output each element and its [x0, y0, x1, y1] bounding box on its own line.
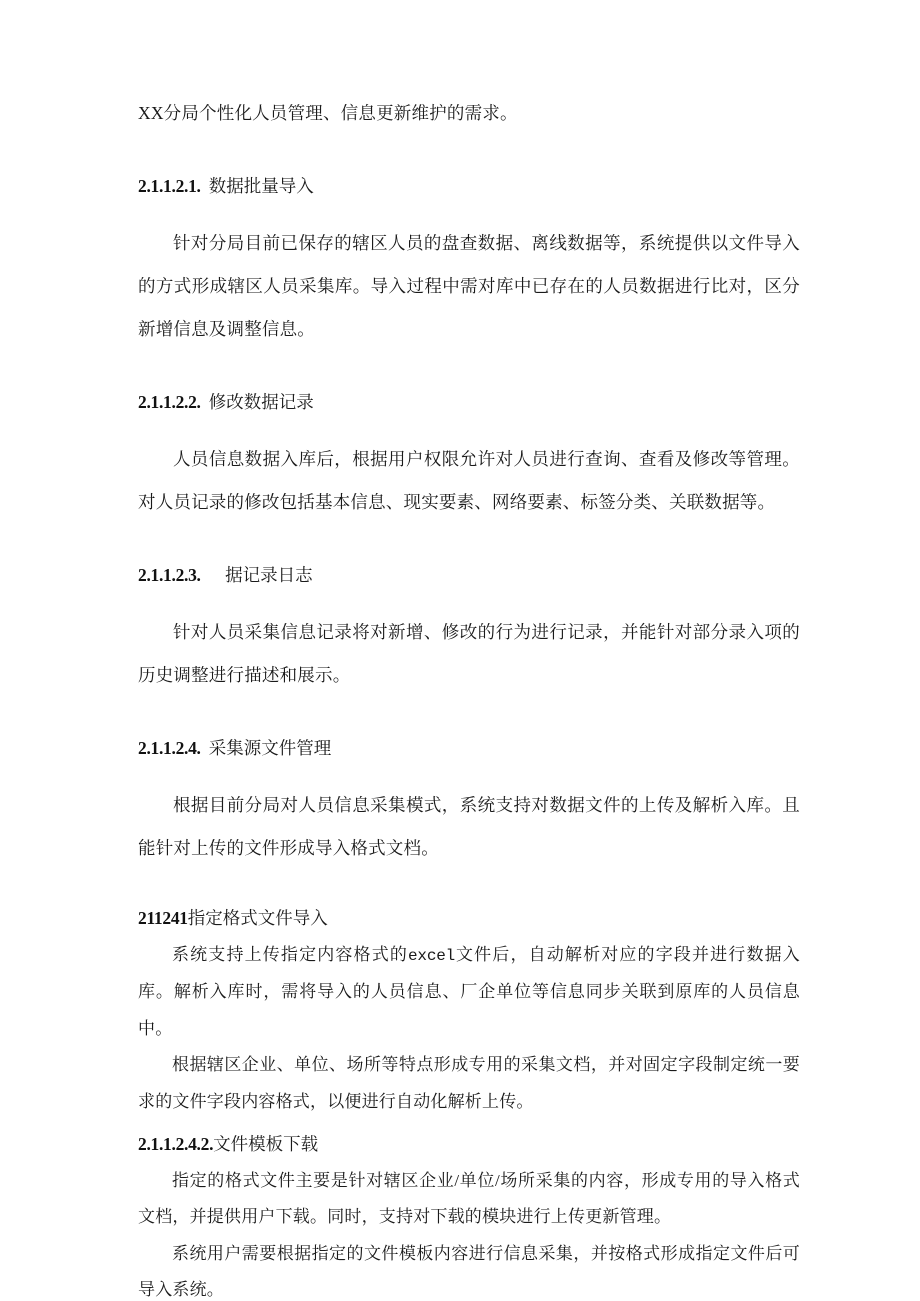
document-body — [138, 92, 800, 1301]
heading-number: 2.1.1.2.1. — [138, 176, 201, 196]
heading-2-1-1-2-4-2 — [138, 1126, 800, 1163]
heading-2-1-1-2-3 — [138, 554, 800, 597]
heading-number: 2.1.1.2.4. — [138, 738, 201, 758]
heading-title: 修改数据记录 — [208, 392, 314, 412]
heading-number: 2.1.1.2.2. — [138, 392, 201, 412]
lead-paragraph: XX分局个性化人员管理、信息更新维护的需求。 — [138, 103, 518, 123]
heading-title: 据记录日志 — [225, 565, 313, 585]
subsection-paragraph: 根据辖区企业、单位、场所等特点形成专用的采集文档，并对固定字段制定统一要求的文件字段内容格式，以便进行自动化解析上传。 — [138, 1055, 800, 1111]
subsection-paragraph: 系统用户需要根据指定的文件模板内容进行信息采集，并按格式形成指定文件后可导入系统。 — [138, 1243, 800, 1299]
subsection-paragraph — [138, 937, 800, 1048]
spacer — [138, 135, 800, 165]
subsection-paragraph: 指定的格式文件主要是针对辖区企业/单位/场所采集的内容，形成专用的导入格式文档，并提供用户下载。同时，支持对下载的模块进行上传更新管理。 — [138, 1170, 800, 1226]
heading-number: 2.1.1.2.3. — [138, 565, 201, 585]
heading-2-1-1-2-4 — [138, 727, 800, 770]
heading-number: 2.1.1.2.4.2. — [138, 1134, 214, 1154]
heading-2-1-1-2-2 — [138, 381, 800, 424]
paragraph-text-before: 系统支持上传指定内容格式的 — [172, 944, 409, 964]
heading-title: 文件模板下载 — [213, 1134, 319, 1154]
heading-gap — [201, 738, 209, 758]
heading-title: 数据批量导入 — [208, 176, 314, 196]
section-paragraph: 人员信息数据入库后，根据用户权限允许对人员进行查询、查看及修改等管理。对人员记录的修改包括基本信息、现实要素、网络要素、标签分类、关联数据等。 — [138, 449, 800, 512]
spacer — [138, 524, 800, 554]
latin-term: excel — [408, 946, 456, 965]
spacer — [138, 697, 800, 727]
spacer — [138, 770, 800, 784]
section-paragraph: 根据目前分局对人员信息采集模式，系统支持对数据文件的上传及解析入库。且能针对上传的文件形成导入格式文档。 — [138, 795, 800, 858]
section-paragraph: 针对分局目前已保存的辖区人员的盘查数据、离线数据等，系统提供以文件导入的方式形成辖区人员采集库。导入过程中需对库中已存在的人员数据进行比对，区分新增信息及调整信息。 — [138, 233, 800, 339]
section-paragraph: 针对人员采集信息记录将对新增、修改的行为进行记录，并能针对部分录入项的历史调整进行描述和展示。 — [138, 622, 800, 685]
heading-title: 指定格式文件导入 — [187, 908, 328, 928]
spacer — [138, 870, 800, 900]
heading-number: 211241 — [138, 908, 188, 928]
heading-gap — [201, 392, 209, 412]
heading-gap — [201, 565, 225, 585]
heading-211241 — [138, 900, 800, 937]
paragraph-text-after: 文件后，自动解析对应的字段并进行数据入库。解析入库时，需将导入的人员信息、厂企单位等信息同步关联到原库的人员信息中。 — [138, 944, 800, 1038]
heading-gap — [201, 176, 209, 196]
spacer — [138, 351, 800, 381]
spacer — [138, 208, 800, 222]
heading-title: 采集源文件管理 — [208, 738, 332, 758]
spacer — [138, 424, 800, 438]
heading-2-1-1-2-1 — [138, 165, 800, 208]
spacer — [138, 597, 800, 611]
